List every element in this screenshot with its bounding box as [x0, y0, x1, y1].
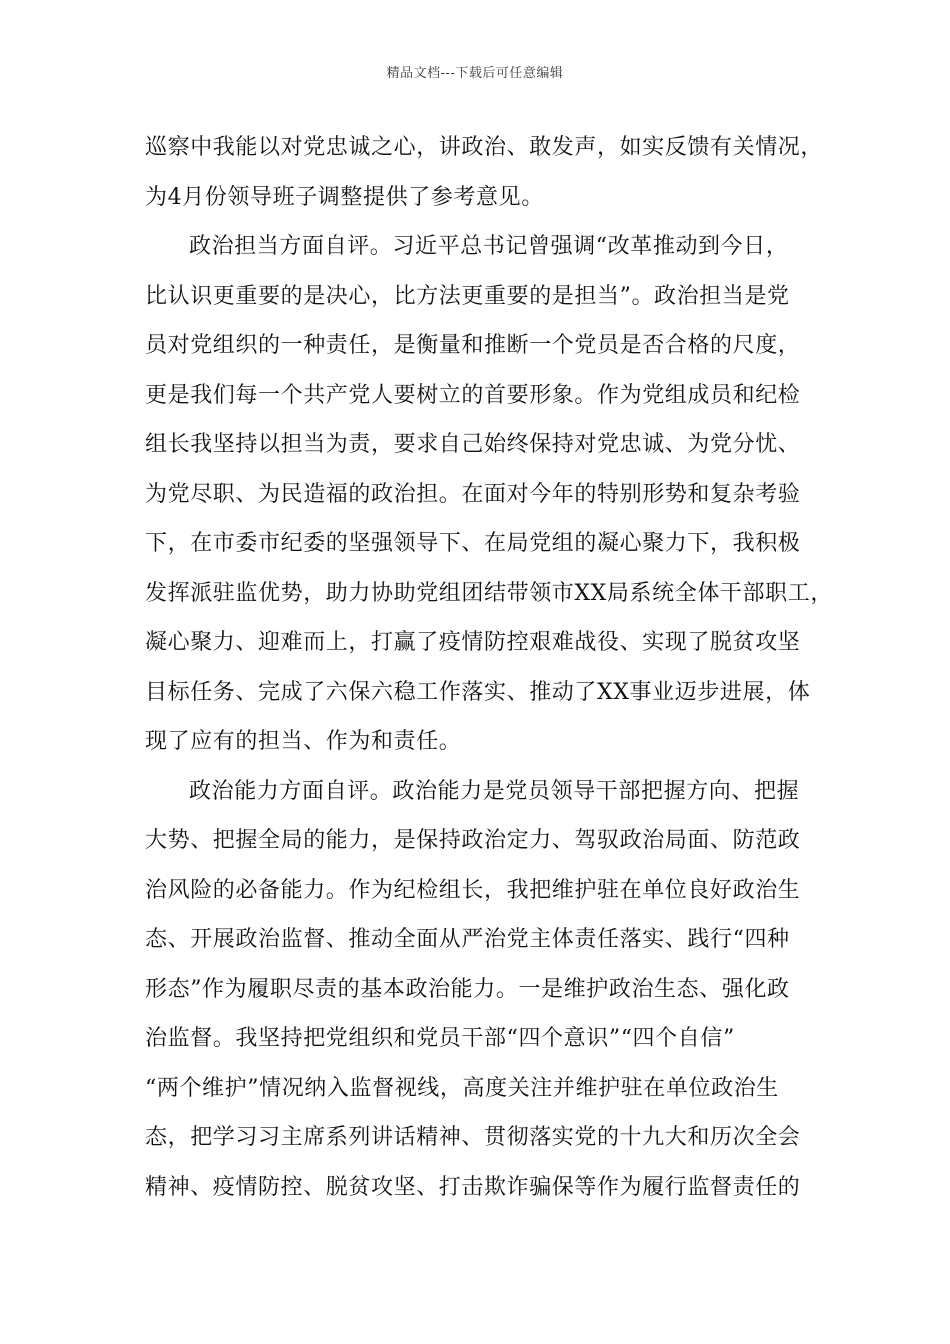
text-line: 组长我坚持以担当为责，要求自己始终保持对党忠诚、为党分忧、	[145, 432, 801, 457]
text-line: 目标任务、完成了六保六稳工作落实、推动了XX事业迈步进展，体	[145, 679, 811, 705]
text-line: 态、开展政治监督、推动全面从严治党主体责任落实、践行“四种	[145, 927, 790, 952]
text-line: 更是我们每一个共产党人要树立的首要形象。作为党组成员和纪检	[145, 382, 801, 408]
document-body	[145, 130, 833, 1219]
text-line: 治风险的必备能力。作为纪检组长，我把维护驻在单位良好政治生	[145, 877, 801, 903]
page-header: 精品文档---下载后可任意编辑	[386, 66, 564, 81]
paragraph-start-line: 政治能力方面自评。政治能力是党员领导干部把握方向、把握	[189, 778, 800, 804]
text-line: 治监督。我坚持把党组织和党员干部“四个意识”“四个自信”	[145, 1026, 735, 1051]
text-line: 凝心聚力、迎难而上，打赢了疫情防控艰难战役、实现了脱贫攻坚	[145, 630, 801, 655]
paragraph-start-line: 政治担当方面自评。习近平总书记曾强调“改革推动到今日，	[189, 234, 789, 259]
text-line: 员对党组织的一种责任，是衡量和推断一个党员是否合格的尺度，	[145, 333, 801, 358]
text-line: 大势、把握全局的能力，是保持政治定力、驾驭政治局面、防范政	[145, 828, 801, 853]
text-line: 为党尽职、为民造福的政治担。在面对今年的特别形势和复杂考验	[145, 481, 801, 507]
text-line: “两个维护”情况纳入监督视线，高度关注并维护驻在单位政治生	[145, 1075, 779, 1101]
text-line: 精神、疫情防控、脱贫攻坚、打击欺诈骗保等作为履行监督责任的	[145, 1174, 801, 1200]
text-line: 巡察中我能以对党忠诚之心，讲政治、敢发声，如实反馈有关情况，	[145, 135, 824, 160]
text-line: 形态”作为履职尽责的基本政治能力。一是维护政治生态、强化政	[145, 976, 790, 1002]
text-line: 为4月份领导班子调整提供了参考意见。	[145, 184, 544, 210]
text-line: 比认识更重要的是决心，比方法更重要的是担当”。政治担当是党	[145, 283, 790, 309]
text-line: 下，在市委市纪委的坚强领导下、在局党组的凝心聚力下，我积极	[145, 531, 801, 556]
text-line: 现了应有的担当、作为和责任。	[145, 729, 462, 754]
text-line: 发挥派驻监优势，助力协助党组团结带领市XX局系统全体干部职工，	[145, 580, 833, 606]
text-line: 态，把学习习主席系列讲话精神、贯彻落实党的十九大和历次全会	[145, 1125, 801, 1150]
